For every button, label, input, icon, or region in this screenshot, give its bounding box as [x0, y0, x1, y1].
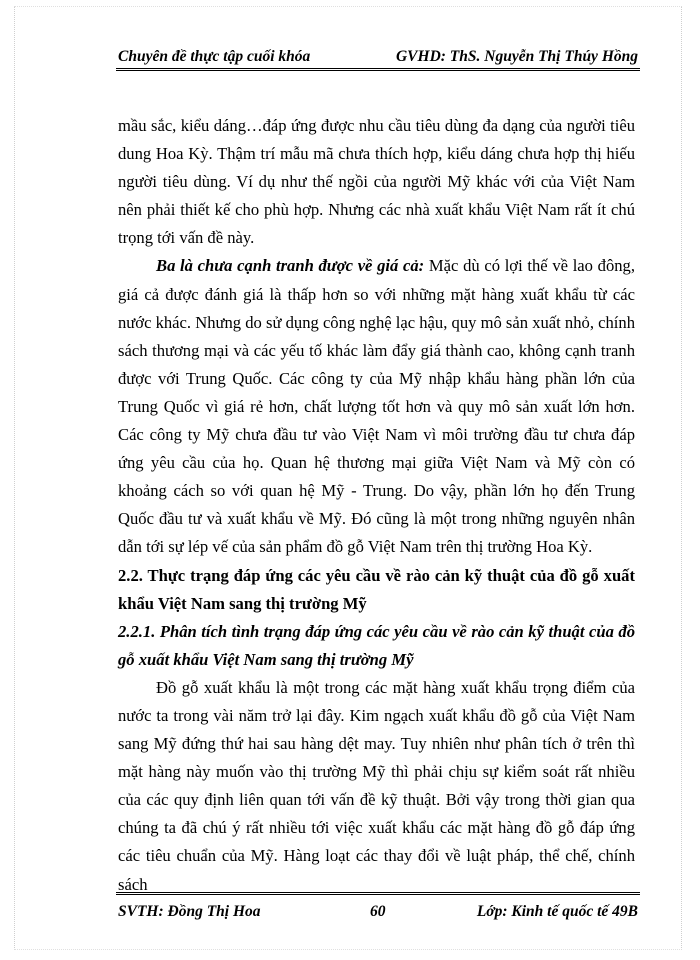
page-number: 60	[370, 903, 386, 920]
paragraph-lead-phrase: Ba là chưa cạnh tranh được về giá cả:	[156, 256, 425, 276]
footer-divider	[116, 892, 640, 895]
document-body	[118, 112, 635, 899]
paragraph-price-competition	[118, 252, 635, 561]
page-footer	[118, 903, 638, 927]
section-heading: 2.2. Thực trạng đáp ứng các yêu cầu về rào cản kỹ thuật của đồ gỗ xuất khẩu Việt Nam sang thị trường Mỹ	[118, 565, 635, 613]
paragraph-analysis: Đồ gỗ xuất khẩu là một trong các mặt hàng xuất khẩu trọng điểm của nước ta trong vài năm trở lại đây. Kim ngạch xuất khẩu đồ gỗ của Việt Nam sang Mỹ đứng thứ hai sau hàng dệt may. Tuy nhiên như phân tích ở trên thì mặt hàng này muốn vào thị trường Mỹ thì phải chịu sự kiểm soát rất nhiều của các quy định liên quan tới vấn đề kỹ thuật. Bởi vậy trong thời gian qua chúng ta đã chú ý rất nhiều tới việc xuất khẩu các mặt hàng đồ gỗ đáp ứng các tiêu chuẩn của Mỹ. Hàng loạt các thay đổi về luật pháp, thể chế, chính sách	[118, 677, 635, 894]
header-title: Chuyên đề thực tập cuối khóa	[118, 48, 311, 65]
paragraph-text: Mặc dù có lợi thế về lao đông, giá cả được đánh giá là thấp hơn so với những mặt hàng xuất khẩu từ các nước khác. Nhưng do sử dụng công nghệ lạc hậu, quy mô sản xuất nhỏ, chính sách thương mại và các yếu tố khác làm đẩy giá thành cao, không cạnh tranh được với Trung Quốc. Các công ty của Mỹ nhập khẩu hàng phần lớn của Trung Quốc vì giá rẻ hơn, chất lượng tốt hơn và quy mô sản xuất lớn hơn. Các công ty Mỹ chưa đầu tư vào Việt Nam vì môi trường đầu tư chưa đáp ứng yêu cầu của họ. Quan hệ thương mại giữa Việt Nam và Mỹ còn có khoảng cách so với quan hệ Mỹ - Trung. Do vậy, phần lớn họ đến Trung Quốc đầu tư và xuất khẩu về Mỹ. Đó cũng là một trong những nguyên nhân dẫn tới sự lép vế của sản phẩm đồ gỗ Việt Nam trên thị trường Hoa Kỳ.	[118, 256, 635, 557]
header-divider	[116, 68, 640, 71]
header-advisor: GVHD: ThS. Nguyễn Thị Thúy Hồng	[395, 48, 638, 65]
subsection-heading: 2.2.1. Phân tích tình trạng đáp ứng các yêu cầu về rào cản kỹ thuật của đồ gỗ xuất khẩu Việt Nam sang thị trường Mỹ	[118, 621, 635, 669]
footer-class: Lớp: Kinh tế quốc tế 49B	[476, 903, 638, 920]
footer-student: SVTH: Đồng Thị Hoa	[118, 903, 261, 920]
paragraph-continuation: mầu sắc, kiểu dáng…đáp ứng được nhu cầu tiêu dùng đa dạng của người tiêu dung Hoa Kỳ. Thậm trí mẫu mã chưa thích hợp, kiểu dáng chưa hợp thị hiếu người tiêu dùng. Ví dụ như thế ngồi của người Mỹ khác với của Việt Nam nên phải thiết kế cho phù hợp. Nhưng các nhà xuất khẩu Việt Nam rất ít chú trọng tới vấn đề này.	[118, 116, 635, 248]
page-header	[118, 40, 638, 66]
